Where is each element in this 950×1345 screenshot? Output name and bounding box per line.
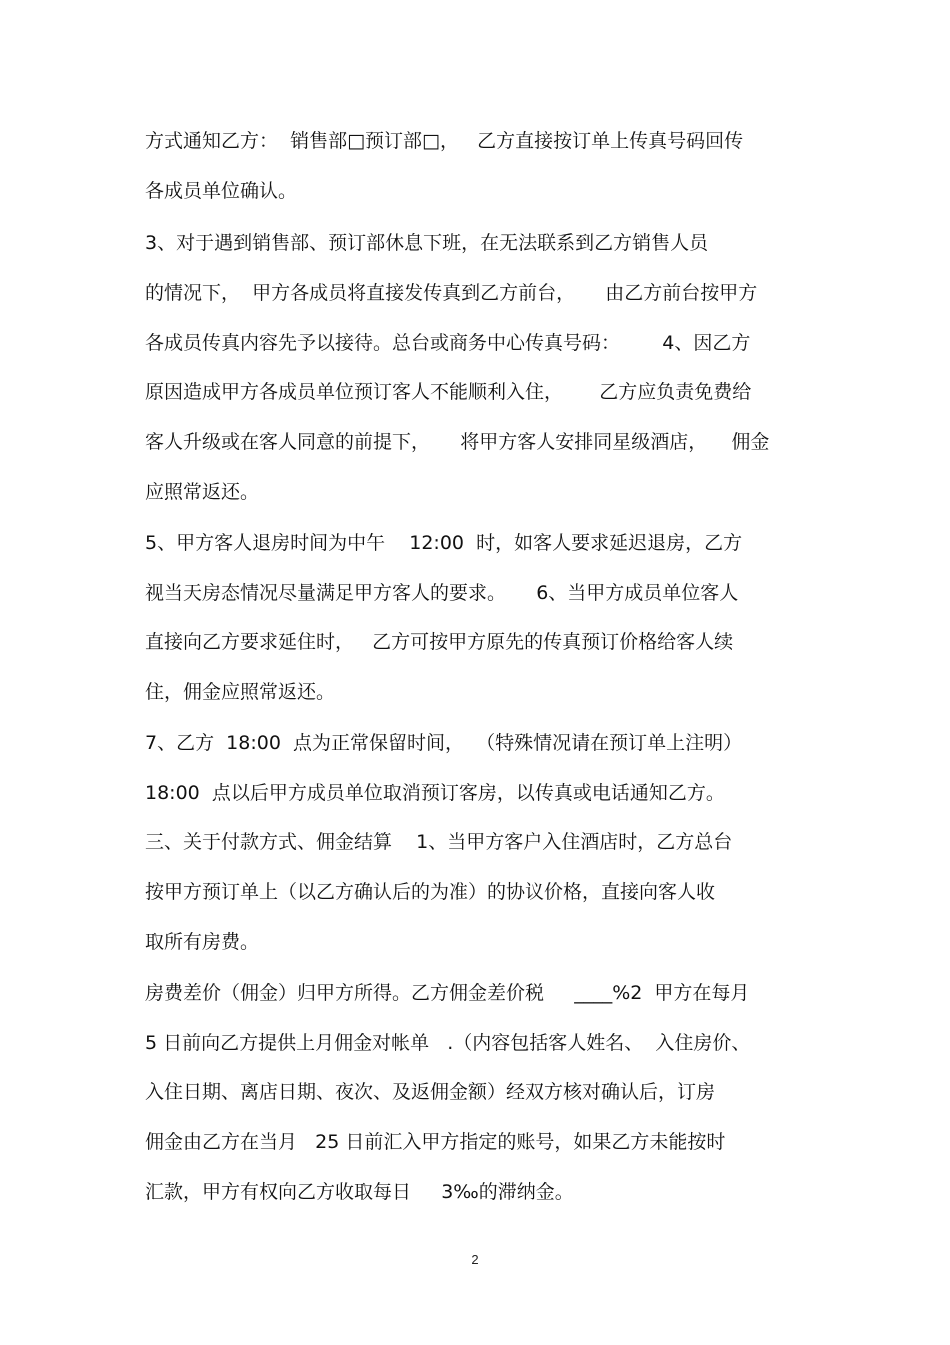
text-line: 入住日期、离店日期、夜次、及返佣金额）经双方核对确认后，订房 bbox=[145, 1081, 716, 1103]
text-line: 佣金由乙方在当月 25 日前汇入甲方指定的账号，如果乙方未能按时 bbox=[145, 1131, 726, 1153]
text-line: 直接向乙方要求延住时， 乙方可按甲方原先的传真预订价格给客人续 bbox=[145, 631, 734, 653]
text-line: 取所有房费。 bbox=[145, 931, 260, 953]
text-line: 各成员传真内容先予以接待。总台或商务中心传真号码： 4、因乙方 bbox=[145, 332, 751, 354]
text-line: 住，佣金应照常返还。 bbox=[145, 681, 336, 703]
text-line: 18:00 点以后甲方成员单位取消预订客房，以传真或电话通知乙方。 bbox=[145, 782, 725, 804]
text-line: 5、甲方客人退房时间为中午 12:00 时，如客人要求延迟退房，乙方 bbox=[145, 532, 743, 554]
text-line: 的情况下， 甲方各成员将直接发传真到乙方前台， 由乙方前台按甲方 bbox=[145, 282, 758, 304]
text-line: 按甲方预订单上（以乙方确认后的为准）的协议价格，直接向客人收 bbox=[145, 881, 716, 903]
text-line: 客人升级或在客人同意的前提下， 将甲方客人安排同星级酒店， 佣金 bbox=[145, 431, 770, 453]
text-line: 原因造成甲方各成员单位预订客人不能顺利入住， 乙方应负责免费给 bbox=[145, 381, 752, 403]
text-line: 房费差价（佣金）归甲方所得。乙方佣金差价税 ____%2 甲方在每月 bbox=[145, 982, 750, 1004]
text-line: 应照常返还。 bbox=[145, 481, 260, 503]
text-line: 汇款，甲方有权向乙方收取每日 3‰的滞纳金。 bbox=[145, 1181, 574, 1203]
text-line: 方式通知乙方： 销售部□预订部□， 乙方直接按订单上传真号码回传 bbox=[145, 130, 744, 152]
text-line: 各成员单位确认。 bbox=[145, 180, 298, 202]
text-line: 3、对于遇到销售部、预订部休息下班，在无法联系到乙方销售人员 bbox=[145, 232, 709, 254]
text-line: 三、关于付款方式、佣金结算 1、当甲方客户入住酒店时，乙方总台 bbox=[145, 831, 733, 853]
page-number: 2 bbox=[471, 1252, 479, 1267]
text-line: 5 日前向乙方提供上月佣金对帐单 .（内容包括客人姓名、 入住房价、 bbox=[145, 1032, 751, 1054]
text-line: 7、乙方 18:00 点为正常保留时间， （特殊情况请在预订单上注明） bbox=[145, 732, 743, 754]
text-line: 视当天房态情况尽量满足甲方客人的要求。 6、当甲方成员单位客人 bbox=[145, 582, 739, 604]
